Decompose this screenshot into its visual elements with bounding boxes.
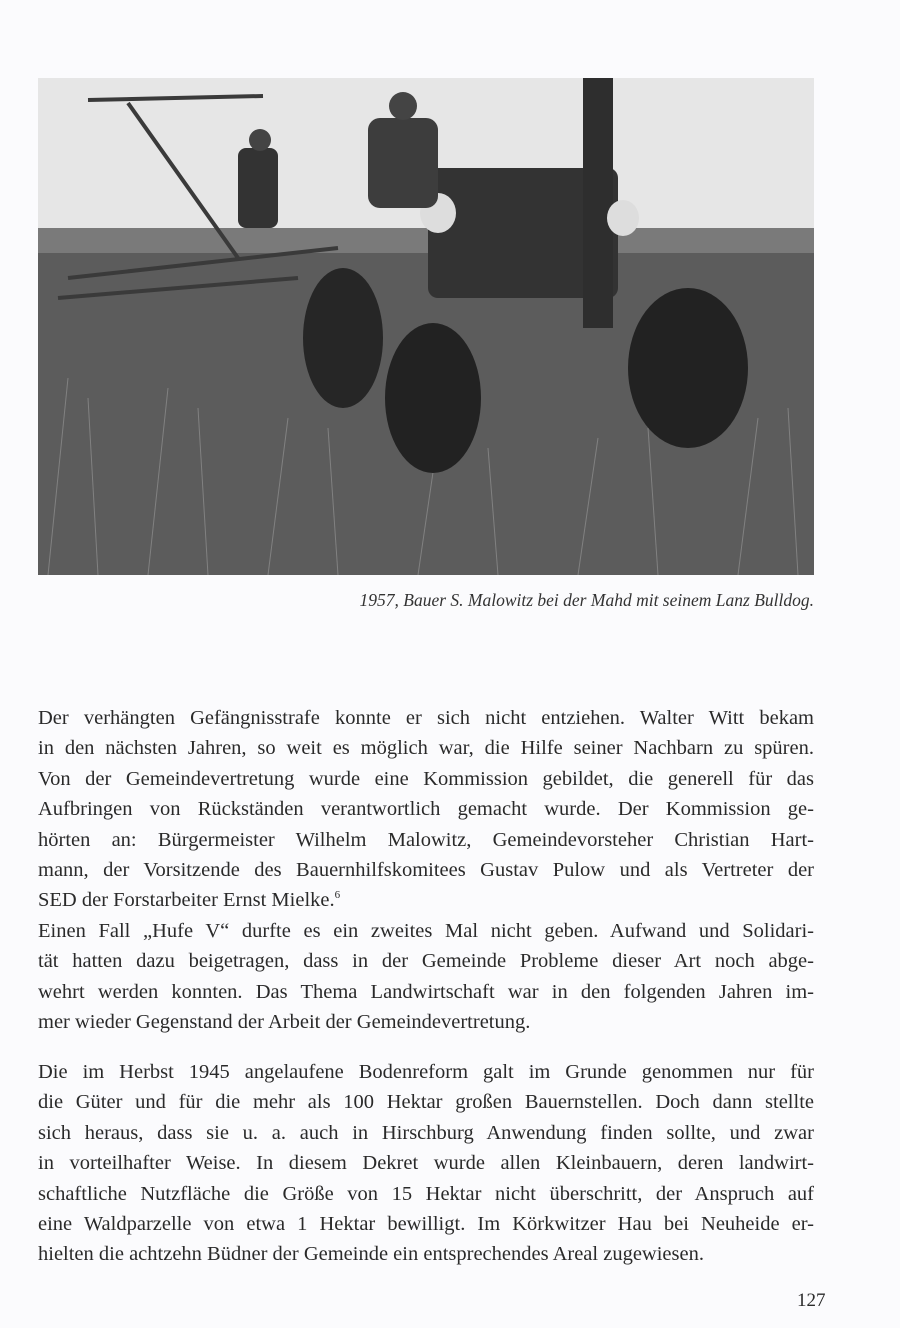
photo-illustration [38, 78, 814, 575]
text-line: mer wieder Gegenstand der Arbeit der Gemeindevertretung. [38, 1010, 531, 1033]
footnote-ref: 6 [334, 889, 341, 902]
photo-tractor-mowing [38, 78, 814, 575]
text-line-content: SED der Forstarbeiter Ernst Mielke. [38, 889, 335, 912]
text-line: wehrt werden konnten. Das Thema Landwirtschaft war in den folgenden Jahren im- [38, 980, 814, 1003]
text-line: sich heraus, dass sie u. a. auch in Hirschburg Anwendung finden sollte, und zwar [38, 1121, 814, 1144]
text-line: schaftliche Nutzfläche die Größe von 15 Hektar nicht überschritt, der Anspruch auf [38, 1182, 814, 1205]
text-line: die Güter und für die mehr als 100 Hektar großen Bauernstellen. Doch dann stellte [38, 1091, 814, 1114]
paragraph-3 [38, 1057, 814, 1270]
text-line: tät hatten dazu beigetragen, dass in der Gemeinde Probleme dieser Art noch abge- [38, 950, 814, 973]
text-line: Von der Gemeindevertretung wurde eine Kommission gebildet, die generell für das [38, 767, 814, 790]
paragraph-1 [38, 703, 814, 1037]
text-line: Einen Fall „Hufe V“ durfte es ein zweites Mal nicht geben. Aufwand und Solidari- [38, 919, 814, 942]
text-line: Die im Herbst 1945 angelaufene Bodenreform galt im Grunde genommen nur für [38, 1061, 814, 1083]
text-line: hielten die achtzehn Büdner der Gemeinde ein entsprechendes Areal zugewiesen. [38, 1243, 704, 1266]
text-line: Der verhängten Gefängnisstrafe konnte er sich nicht entziehen. Walter Witt bekam [38, 707, 814, 729]
text-line [38, 885, 814, 915]
figure-caption: 1957, Bauer S. Malowitz bei der Mahd mit seinem Lanz Bulldog. [359, 590, 814, 610]
text-line: hörten an: Bürgermeister Wilhelm Malowitz, Gemeindevorsteher Christian Hart- [38, 828, 814, 851]
text-line: mann, der Vorsitzende des Bauernhilfskomitees Gustav Pulow und als Vertreter der [38, 858, 814, 881]
text-line: in vorteilhafter Weise. In diesem Dekret wurde allen Kleinbauern, deren landwirt- [38, 1152, 814, 1175]
text-line: in den nächsten Jahren, so weit es möglich war, die Hilfe seiner Nachbarn zu spüren. [38, 737, 814, 760]
text-line: eine Waldparzelle von etwa 1 Hektar bewilligt. Im Körkwitzer Hau bei Neuheide er- [38, 1212, 814, 1235]
page-number: 127 [797, 1290, 826, 1311]
text-line: Aufbringen von Rückständen verantwortlich gemacht wurde. Der Kommission ge- [38, 798, 814, 821]
